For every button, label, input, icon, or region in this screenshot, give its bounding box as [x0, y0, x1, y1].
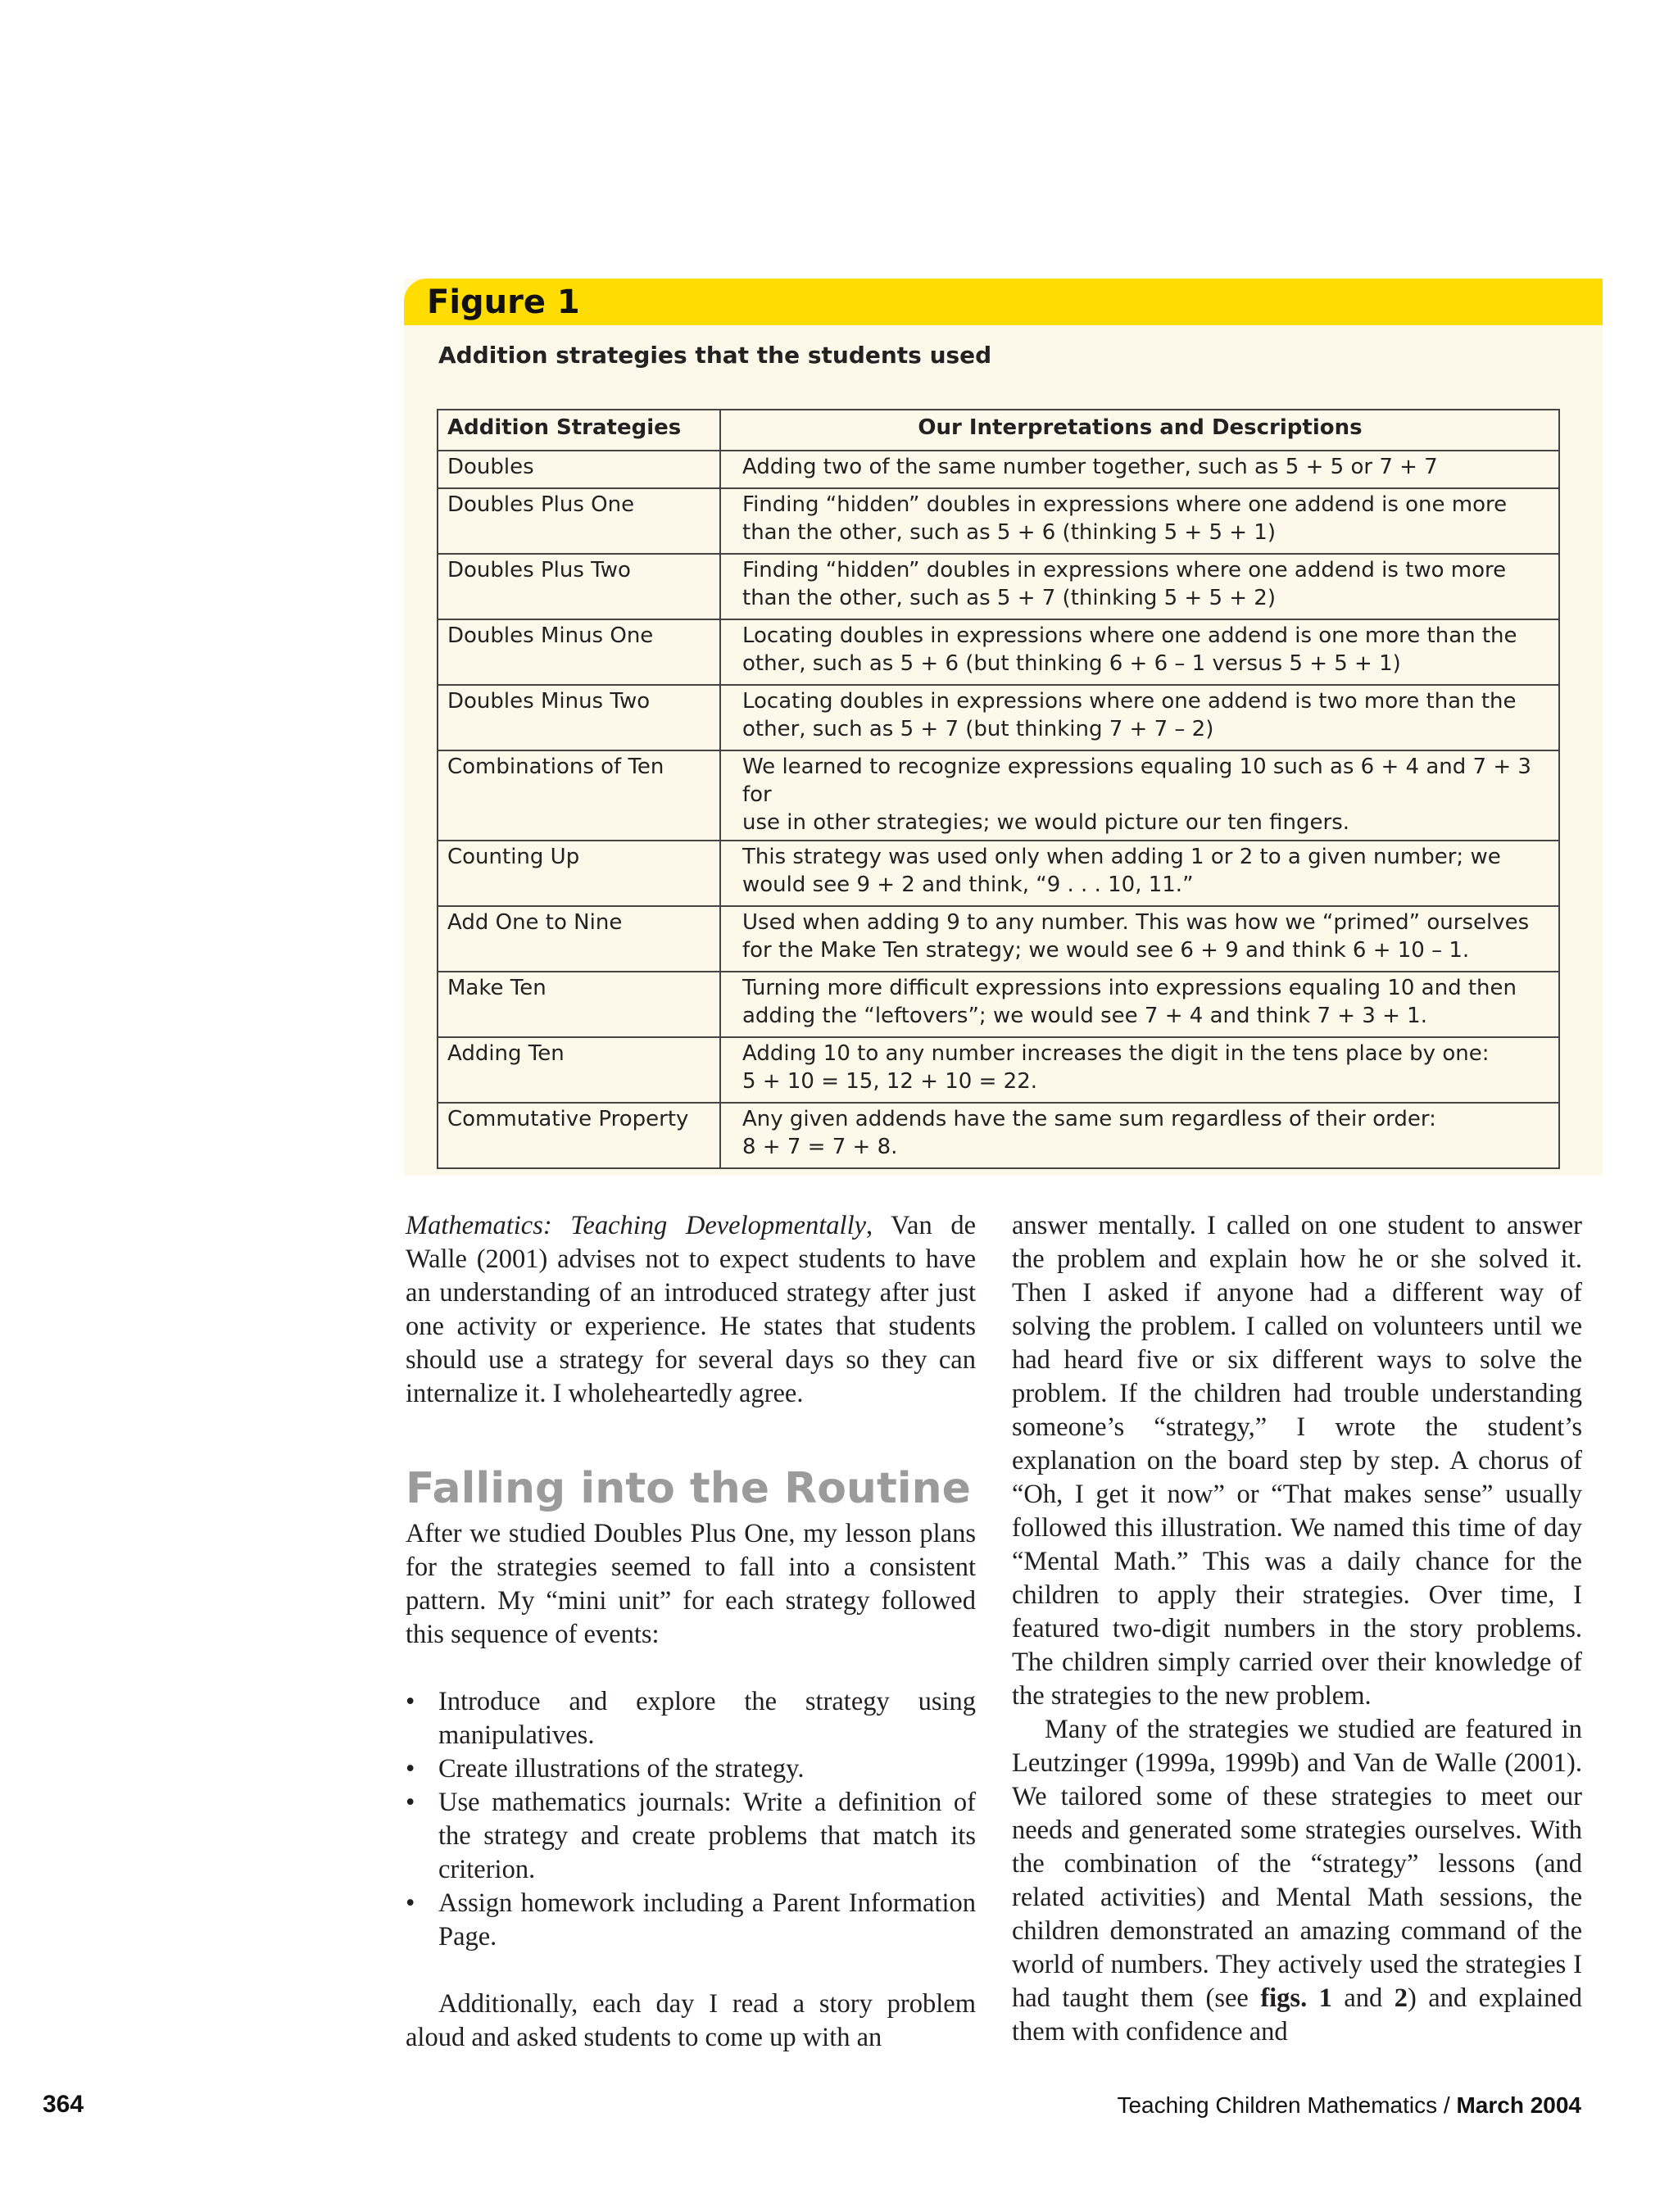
- strategy-description: [720, 685, 1559, 750]
- description-line: Turning more difficult expressions into expressions equaling 10 and then: [742, 976, 1517, 1000]
- description-line: This strategy was used only when adding 1 or 2 to a given number; we: [742, 845, 1501, 869]
- strategy-description: [720, 841, 1559, 906]
- column-header-description: Our Interpretations and Descriptions: [720, 410, 1559, 451]
- strategy-description: [720, 619, 1559, 685]
- description-line: 8 + 7 = 7 + 8.: [742, 1135, 898, 1159]
- description-line: Locating doubles in expressions where one addend is one more than the: [742, 623, 1517, 648]
- right-column: [1012, 1209, 1582, 2049]
- paragraph: [406, 1209, 976, 1411]
- description-line: Locating doubles in expressions where one addend is two more than the: [742, 689, 1517, 714]
- description-line: 5 + 10 = 15, 12 + 10 = 22.: [742, 1069, 1038, 1094]
- paragraph: [1012, 1713, 1582, 2049]
- strategy-name: Doubles Minus Two: [438, 685, 720, 750]
- book-title: Mathematics: Teaching Developmentally: [406, 1211, 867, 1240]
- column-header-strategy: Addition Strategies: [438, 410, 720, 451]
- strategy-name: Doubles Plus Two: [438, 554, 720, 619]
- figure-title: Figure 1: [427, 283, 580, 321]
- strategy-name: Doubles: [438, 451, 720, 488]
- description-line: than the other, such as 5 + 6 (thinking 5 + 5 + 1): [742, 520, 1276, 545]
- list-item: [406, 1752, 976, 1786]
- strategy-description: [720, 972, 1559, 1037]
- strategy-name: Counting Up: [438, 841, 720, 906]
- strategy-description: [720, 451, 1559, 488]
- running-footer: [1117, 2092, 1581, 2119]
- left-column: [406, 1209, 976, 2055]
- strategy-description: [720, 906, 1559, 972]
- description-line: adding the “leftovers”; we would see 7 + 4 and think 7 + 3 + 1.: [742, 1004, 1427, 1028]
- list-item-text: Introduce and explore the strategy using manipulatives.: [438, 1687, 976, 1750]
- strategy-description: [720, 750, 1559, 841]
- description-line: use in other strategies; we would picture our ten fingers.: [742, 810, 1349, 835]
- figure-box: [404, 279, 1603, 1176]
- table-row: [438, 488, 1559, 554]
- list-item: [406, 1685, 976, 1752]
- table-row: [438, 451, 1559, 488]
- journal-name: Teaching Children Mathematics /: [1117, 2092, 1457, 2118]
- bullet-icon: •: [406, 1754, 415, 1784]
- strategy-name: Doubles Plus One: [438, 488, 720, 554]
- table-row: [438, 619, 1559, 685]
- list-item-text: Use mathematics journals: Write a definition of the strategy and create problems that match its criterion.: [438, 1788, 976, 1884]
- description-line: Used when adding 9 to any number. This was how we “primed” ourselves: [742, 910, 1530, 935]
- paragraph: After we studied Doubles Plus One, my lesson plans for the strategies seemed to fall into a consistent pattern. My “mini unit” for each strategy followed this sequence of events:: [406, 1519, 976, 1649]
- list-item-text: Create illustrations of the strategy.: [438, 1754, 805, 1784]
- paragraph-text: , Van de Walle (2001) advises not to expect students to have an understanding of an introduced strategy after just one activity or experience. He states that students should use a strategy for several days so they can internalize it. I wholeheartedly agree.: [406, 1211, 976, 1408]
- table-row: [438, 554, 1559, 619]
- issue-date: March 2004: [1456, 2092, 1581, 2118]
- description-line: Finding “hidden” doubles in expressions where one addend is two more: [742, 558, 1507, 582]
- paragraph-text: and: [1331, 1983, 1395, 2013]
- figure-caption: Addition strategies that the students used: [438, 342, 992, 369]
- paragraph-text: ) and explained them with confidence and: [1012, 1983, 1582, 2047]
- strategy-name: Combinations of Ten: [438, 750, 720, 841]
- bullet-icon: •: [406, 1687, 415, 1716]
- description-line: would see 9 + 2 and think, “9 . . . 10, 11.”: [742, 873, 1194, 897]
- strategy-description: [720, 1037, 1559, 1103]
- table-row: [438, 750, 1559, 841]
- description-line: Finding “hidden” doubles in expressions where one addend is one more: [742, 492, 1508, 517]
- strategy-name: Adding Ten: [438, 1037, 720, 1103]
- strategy-name: Doubles Minus One: [438, 619, 720, 685]
- bullet-icon: •: [406, 1888, 415, 1918]
- paragraph: answer mentally. I called on one student to answer the problem and explain how he or she solved it. Then I asked if anyone had a different way of solving the problem. I called on volunteers until we had heard five or six different ways to solve the problem. If the children had trouble understanding someone’s “strategy,” I wrote the student’s explanation on the board step by step. A chorus of “Oh, I get it now” or “That makes sense” usually followed this illustration. We named this time of day “Mental Math.” This was a daily chance for the children to apply their strategies. Over time, I featured two-digit numbers in the story problems. The children simply carried over their knowledge of the strategies to the new problem.: [1012, 1211, 1582, 1711]
- description-line: Adding 10 to any number increases the digit in the tens place by one:: [742, 1041, 1490, 1066]
- table-header-row: [438, 410, 1559, 451]
- figure-reference: figs. 1: [1260, 1983, 1332, 2013]
- list-item: [406, 1786, 976, 1887]
- table-row: [438, 1103, 1559, 1168]
- strategy-name: Commutative Property: [438, 1103, 720, 1168]
- table-row: [438, 841, 1559, 906]
- steps-list: [406, 1685, 976, 1954]
- list-item-text: Assign homework including a Parent Information Page.: [438, 1888, 976, 1951]
- table-row: [438, 1037, 1559, 1103]
- section-heading: Falling into the Routine: [406, 1464, 971, 1513]
- table-row: [438, 906, 1559, 972]
- strategy-description: [720, 1103, 1559, 1168]
- description-line: other, such as 5 + 6 (but thinking 6 + 6 – 1 versus 5 + 5 + 1): [742, 651, 1401, 676]
- strategy-name: Make Ten: [438, 972, 720, 1037]
- description-line: Adding two of the same number together, such as 5 + 5 or 7 + 7: [742, 455, 1438, 479]
- spacer: [406, 1954, 976, 1988]
- description-line: Any given addends have the same sum regardless of their order:: [742, 1107, 1436, 1131]
- table-row: [438, 685, 1559, 750]
- figure-reference: 2: [1394, 1983, 1408, 2013]
- figure-title-bar: [404, 279, 1603, 325]
- page-number: 364: [43, 2091, 84, 2118]
- description-line: for the Make Ten strategy; we would see 6 + 9 and think 6 + 10 – 1.: [742, 938, 1470, 963]
- strategy-name: Add One to Nine: [438, 906, 720, 972]
- description-line: other, such as 5 + 7 (but thinking 7 + 7 – 2): [742, 717, 1214, 741]
- strategy-description: [720, 554, 1559, 619]
- bullet-icon: •: [406, 1788, 415, 1817]
- description-line: We learned to recognize expressions equaling 10 such as 6 + 4 and 7 + 3 for: [742, 755, 1531, 807]
- strategies-table: [437, 409, 1560, 1169]
- table-row: [438, 972, 1559, 1037]
- strategy-description: [720, 488, 1559, 554]
- paragraph-text: Many of the strategies we studied are featured in Leutzinger (1999a, 1999b) and Van de Walle (2001). We tailored some of these strategies to meet our needs and generated some strategies ourselves. With the combination of the “strategy” lessons (and related activities) and Mental Math sessions, the children demonstrated an amazing command of the world of numbers. They actively used the strategies I had taught them (see: [1012, 1715, 1582, 2013]
- list-item: [406, 1887, 976, 1954]
- paragraph: Additionally, each day I read a story problem aloud and asked students to come up with an: [406, 1989, 976, 2052]
- description-line: than the other, such as 5 + 7 (thinking 5 + 5 + 2): [742, 586, 1276, 610]
